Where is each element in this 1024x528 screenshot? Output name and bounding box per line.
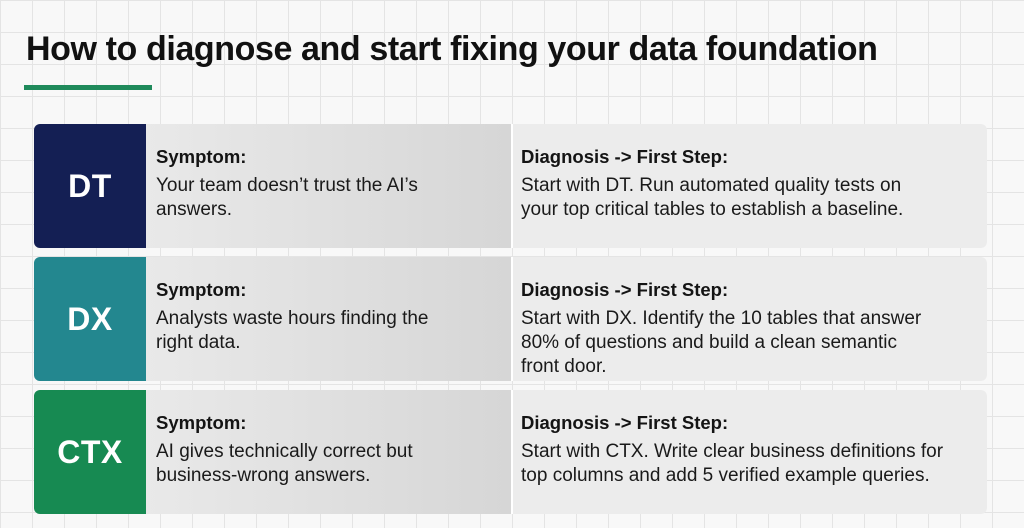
symptom-line: right data. (156, 332, 241, 353)
symptom-panel (146, 124, 511, 248)
row-dx (34, 257, 987, 381)
diagnosis-panel (511, 124, 987, 248)
diagnosis-line: Start with DT. Run automated quality tests on (521, 175, 902, 196)
diagnosis-line: front door. (521, 356, 607, 377)
page-title: How to diagnose and start fixing your data foundation (26, 30, 878, 68)
title-underline (24, 85, 152, 90)
row-dt (34, 124, 987, 248)
diagnosis-label: Diagnosis -> First Step: (521, 412, 729, 433)
symptom-label: Symptom: (156, 412, 247, 433)
diagnosis-panel (511, 257, 987, 381)
diagnosis-line: your top critical tables to establish a baseline. (521, 199, 904, 220)
code-badge-dt (34, 124, 146, 248)
diagnosis-panel (511, 390, 987, 514)
diagnosis-line: 80% of questions and build a clean semantic (521, 332, 898, 353)
symptom-line: Analysts waste hours finding the (156, 308, 429, 329)
symptom-line: answers. (156, 199, 233, 220)
symptom-line: business-wrong answers. (156, 465, 371, 486)
symptom-line: AI gives technically correct but (156, 441, 413, 462)
diagnosis-label: Diagnosis -> First Step: (521, 146, 729, 167)
diagnosis-label: Diagnosis -> First Step: (521, 279, 729, 300)
symptom-panel (146, 390, 511, 514)
diagnosis-line: top columns and add 5 verified example queries. (521, 465, 930, 486)
diagnosis-line: Start with DX. Identify the 10 tables that answer (521, 308, 922, 329)
code-badge-ctx (34, 390, 146, 514)
symptom-label: Symptom: (156, 146, 247, 167)
symptom-line: Your team doesn’t trust the AI’s (156, 175, 418, 196)
symptom-label: Symptom: (156, 279, 247, 300)
diagnosis-line: Start with CTX. Write clear business definitions for (521, 441, 944, 462)
code-label: DX (67, 300, 113, 337)
row-ctx (34, 390, 987, 514)
code-label: DT (68, 167, 112, 204)
code-label: CTX (57, 433, 123, 470)
symptom-panel (146, 257, 511, 381)
code-badge-dx (34, 257, 146, 381)
